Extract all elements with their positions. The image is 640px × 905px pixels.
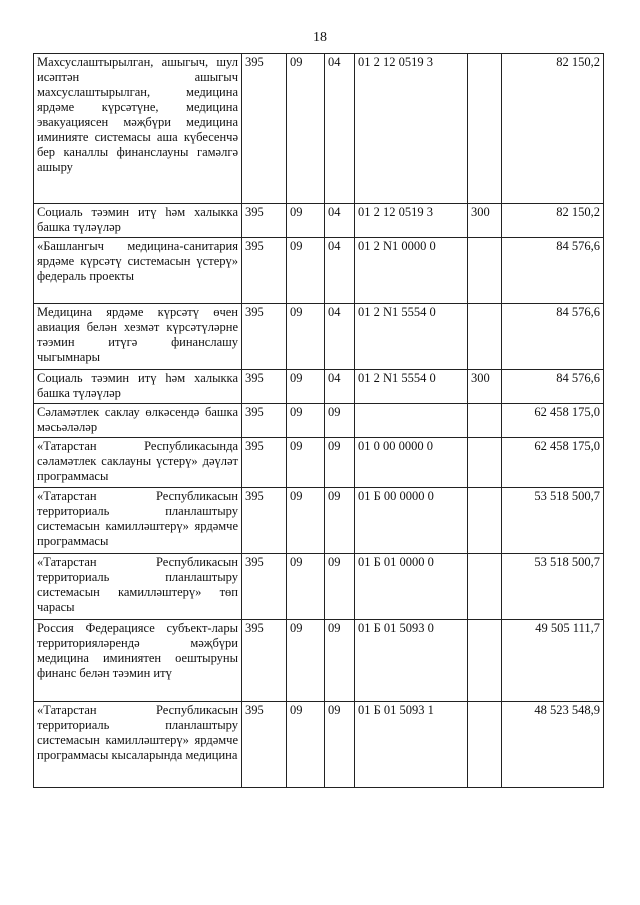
row-target-article: 01 Б 01 5093 0 <box>355 620 468 702</box>
row-ministry-code: 395 <box>242 620 287 702</box>
row-amount: 82 150,2 <box>502 54 604 204</box>
row-expense-type: 300 <box>468 370 502 404</box>
row-subsection-code: 04 <box>325 204 355 238</box>
row-subsection-code: 04 <box>325 304 355 370</box>
row-target-article: 01 2 N1 0000 0 <box>355 238 468 304</box>
row-subsection-code: 04 <box>325 54 355 204</box>
row-section-code: 09 <box>287 370 325 404</box>
row-name: «Татарстан Республикасын территориаль планлаштыру системасын камилләштерү» төп чарасы <box>34 554 242 620</box>
row-target-article <box>355 404 468 438</box>
row-section-code: 09 <box>287 488 325 554</box>
row-target-article: 01 2 N1 5554 0 <box>355 304 468 370</box>
row-name: «Татарстан Республикасында сәламәтлек саклауны үстерү» дәүләт программасы <box>34 438 242 488</box>
row-amount: 62 458 175,0 <box>502 404 604 438</box>
table-row <box>34 238 604 304</box>
row-expense-type <box>468 304 502 370</box>
row-target-article: 01 Б 01 0000 0 <box>355 554 468 620</box>
table-row <box>34 404 604 438</box>
row-expense-type <box>468 620 502 702</box>
table-row <box>34 204 604 238</box>
row-name: Медицина ярдәме күрсәтү өчен авиация белән хезмәт күрсәтүләрне тәэмин итүгә финанслашу чыгымнары <box>34 304 242 370</box>
row-expense-type <box>468 702 502 788</box>
row-subsection-code: 04 <box>325 370 355 404</box>
row-section-code: 09 <box>287 238 325 304</box>
table-body <box>34 54 604 788</box>
row-name: Социаль тәэмин итү һәм халыкка башка түләүләр <box>34 204 242 238</box>
row-ministry-code: 395 <box>242 404 287 438</box>
row-ministry-code: 395 <box>242 554 287 620</box>
row-name: Социаль тәэмин итү һәм халыкка башка түләүләр <box>34 370 242 404</box>
row-ministry-code: 395 <box>242 488 287 554</box>
row-name: Сәламәтлек саклау өлкәсендә башка мәсьәләләр <box>34 404 242 438</box>
row-subsection-code: 09 <box>325 620 355 702</box>
table-row <box>34 702 604 788</box>
row-name: Махсуслаштырылган, ашыгыч, шул исәптән ашыгыч махсуслаштырылган, медицина ярдәме күрсәтүне, медицина эвакуациясен мәҗбүри медицина иминияте системасы аша күбесенчә бер каналлы финанслауны гамәлгә ашыру <box>34 54 242 204</box>
row-ministry-code: 395 <box>242 702 287 788</box>
row-expense-type <box>468 554 502 620</box>
row-target-article: 01 0 00 0000 0 <box>355 438 468 488</box>
row-amount: 84 576,6 <box>502 370 604 404</box>
row-name: «Татарстан Республикасын территориаль планлаштыру системасын камилләштерү» ярдәмче программасы кысаларында медицина <box>34 702 242 788</box>
row-expense-type <box>468 488 502 554</box>
row-ministry-code: 395 <box>242 54 287 204</box>
row-section-code: 09 <box>287 54 325 204</box>
row-section-code: 09 <box>287 620 325 702</box>
row-name: «Башлангыч медицина-санитария ярдәме күрсәтү системасын үстерү» федераль проекты <box>34 238 242 304</box>
table-row <box>34 304 604 370</box>
row-section-code: 09 <box>287 554 325 620</box>
row-expense-type <box>468 54 502 204</box>
row-amount: 48 523 548,9 <box>502 702 604 788</box>
row-subsection-code: 09 <box>325 488 355 554</box>
row-ministry-code: 395 <box>242 370 287 404</box>
row-subsection-code: 04 <box>325 238 355 304</box>
row-expense-type <box>468 238 502 304</box>
table-row <box>34 554 604 620</box>
row-subsection-code: 09 <box>325 404 355 438</box>
row-ministry-code: 395 <box>242 204 287 238</box>
row-section-code: 09 <box>287 304 325 370</box>
table-row <box>34 620 604 702</box>
row-expense-type <box>468 404 502 438</box>
table-row <box>34 438 604 488</box>
row-name: «Татарстан Республикасын территориаль планлаштыру системасын камилләштерү» ярдәмче программасы <box>34 488 242 554</box>
row-section-code: 09 <box>287 404 325 438</box>
row-section-code: 09 <box>287 438 325 488</box>
row-subsection-code: 09 <box>325 702 355 788</box>
page-number: 18 <box>313 30 327 45</box>
row-expense-type: 300 <box>468 204 502 238</box>
row-amount: 53 518 500,7 <box>502 554 604 620</box>
row-expense-type <box>468 438 502 488</box>
row-target-article: 01 2 N1 5554 0 <box>355 370 468 404</box>
row-target-article: 01 Б 00 0000 0 <box>355 488 468 554</box>
budget-table <box>33 53 604 788</box>
row-target-article: 01 Б 01 5093 1 <box>355 702 468 788</box>
row-target-article: 01 2 12 0519 3 <box>355 204 468 238</box>
row-amount: 84 576,6 <box>502 238 604 304</box>
row-ministry-code: 395 <box>242 238 287 304</box>
row-amount: 62 458 175,0 <box>502 438 604 488</box>
row-section-code: 09 <box>287 702 325 788</box>
row-section-code: 09 <box>287 204 325 238</box>
row-subsection-code: 09 <box>325 438 355 488</box>
row-target-article: 01 2 12 0519 3 <box>355 54 468 204</box>
row-ministry-code: 395 <box>242 438 287 488</box>
table-row <box>34 370 604 404</box>
row-amount: 53 518 500,7 <box>502 488 604 554</box>
table-row <box>34 488 604 554</box>
row-name: Россия Федерациясе субъект-лары территорияләрендә мәҗбүри медицина иминиятен оештыруны финанс белән тәэмин итү <box>34 620 242 702</box>
row-amount: 84 576,6 <box>502 304 604 370</box>
table-row <box>34 54 604 204</box>
row-subsection-code: 09 <box>325 554 355 620</box>
row-amount: 49 505 111,7 <box>502 620 604 702</box>
row-ministry-code: 395 <box>242 304 287 370</box>
row-amount: 82 150,2 <box>502 204 604 238</box>
